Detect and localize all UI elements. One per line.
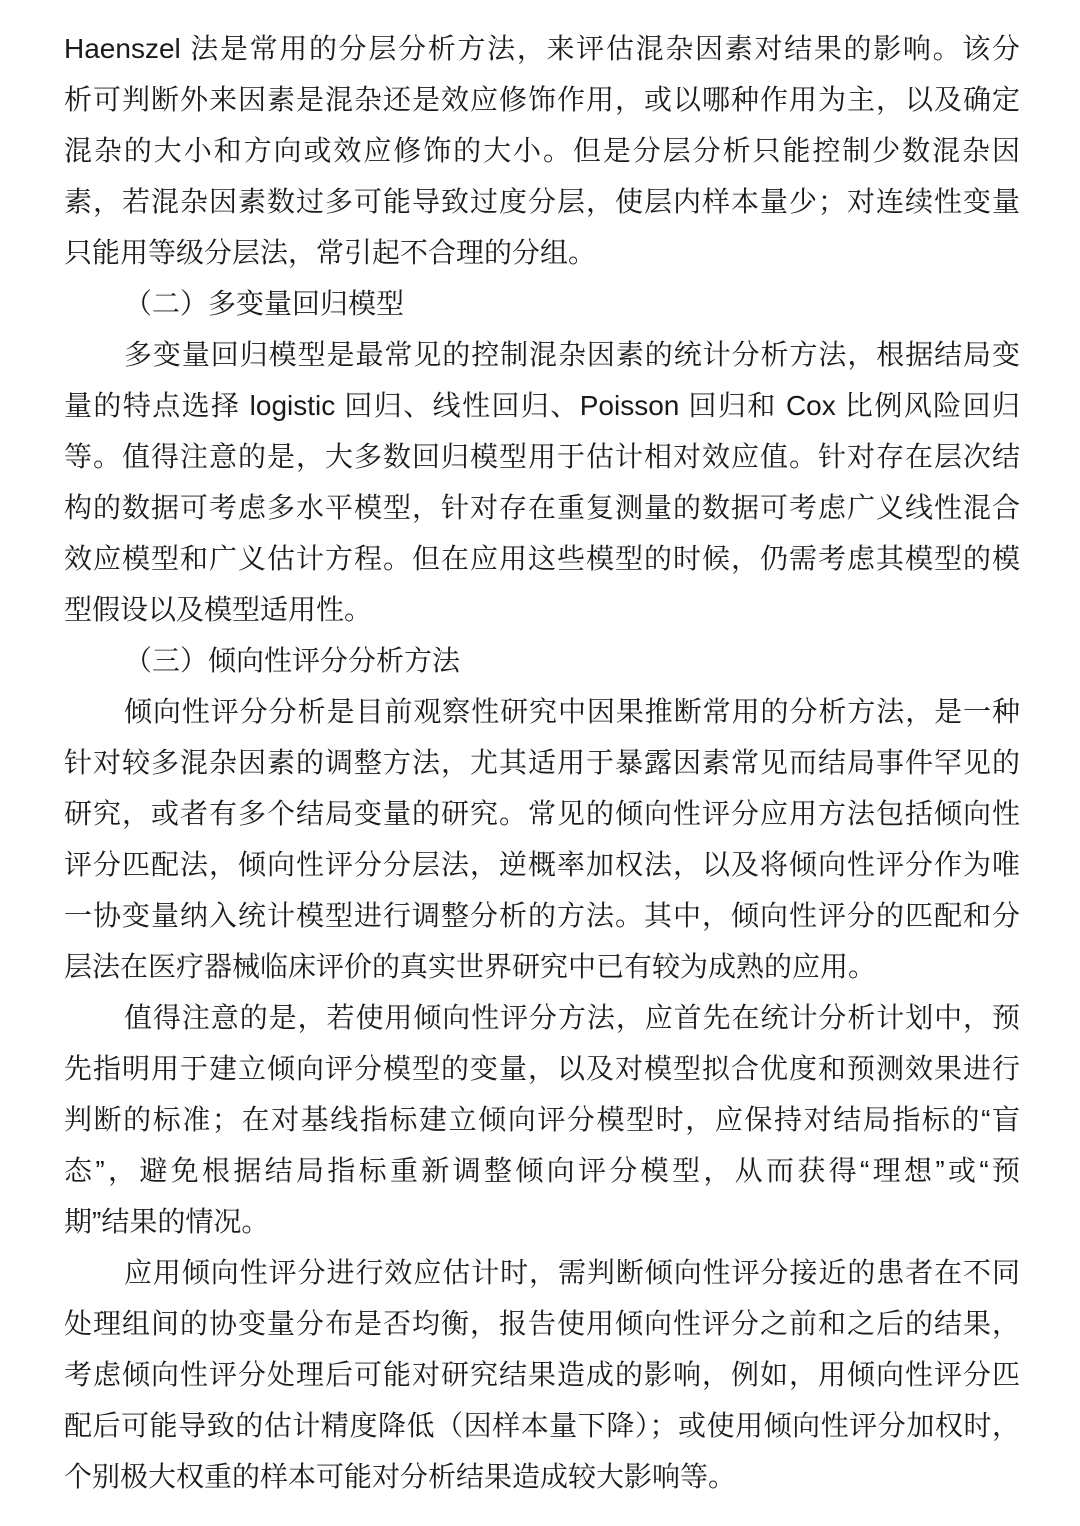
text-line: 倾向性评分分析是目前观察性研究中因果推断常用的分析方法，是一种 xyxy=(124,696,1020,727)
text-line: 期”结果的情况。 xyxy=(64,1206,270,1237)
paragraph xyxy=(64,686,1020,992)
text-line: 效应模型和广义估计方程。但在应用这些模型的时候，仍需考虑其模型的模 xyxy=(64,543,1020,574)
text-line: 判断的标准；在对基线指标建立倾向评分模型时，应保持对结局指标的“盲 xyxy=(64,1104,1020,1135)
paragraph xyxy=(64,23,1020,278)
text-line: 层法在医疗器械临床评价的真实世界研究中已有较为成熟的应用。 xyxy=(64,951,877,982)
paragraph xyxy=(64,992,1020,1247)
text-line: 只能用等级分层法，常引起不合理的分组。 xyxy=(64,237,597,268)
text-line: 研究，或者有多个结局变量的研究。常见的倾向性评分应用方法包括倾向性 xyxy=(64,798,1020,829)
paragraph xyxy=(64,1247,1020,1502)
text-line: 态”，避免根据结局指标重新调整倾向评分模型，从而获得“理想”或“预 xyxy=(64,1155,1020,1186)
text-line: 析可判断外来因素是混杂还是效应修饰作用，或以哪种作用为主，以及确定 xyxy=(64,84,1020,115)
text-line: Haenszel 法是常用的分层分析方法，来评估混杂因素对结果的影响。该分 xyxy=(64,33,1020,64)
heading-line: （三）倾向性评分分析方法 xyxy=(124,645,461,676)
text-line: 针对较多混杂因素的调整方法，尤其适用于暴露因素常见而结局事件罕见的 xyxy=(64,747,1020,778)
text-line: 混杂的大小和方向或效应修饰的大小。但是分层分析只能控制少数混杂因 xyxy=(64,135,1020,166)
paragraph xyxy=(64,329,1020,635)
section-heading xyxy=(64,635,1020,686)
text-line: 配后可能导致的估计精度降低（因样本量下降）；或使用倾向性评分加权时， xyxy=(64,1410,1020,1441)
text-line: 应用倾向性评分进行效应估计时，需判断倾向性评分接近的患者在不同 xyxy=(124,1257,1020,1288)
text-line: 型假设以及模型适用性。 xyxy=(64,594,373,625)
text-line: 评分匹配法，倾向性评分分层法，逆概率加权法，以及将倾向性评分作为唯 xyxy=(64,849,1020,880)
text-line: 量的特点选择 logistic 回归、线性回归、Poisson 回归和 Cox 比例风险回归 xyxy=(64,390,1020,421)
text-line: 先指明用于建立倾向评分模型的变量，以及对模型拟合优度和预测效果进行 xyxy=(64,1053,1020,1084)
text-line: 等。值得注意的是，大多数回归模型用于估计相对效应值。针对存在层次结 xyxy=(64,441,1020,472)
text-line: 个别极大权重的样本可能对分析结果造成较大影响等。 xyxy=(64,1461,737,1492)
text-line: 一协变量纳入统计模型进行调整分析的方法。其中，倾向性评分的匹配和分 xyxy=(64,900,1020,931)
heading-line: （二）多变量回归模型 xyxy=(124,288,405,319)
text-line: 构的数据可考虑多水平模型，针对存在重复测量的数据可考虑广义线性混合 xyxy=(64,492,1020,523)
text-line: 值得注意的是，若使用倾向性评分方法，应首先在统计分析计划中，预 xyxy=(124,1002,1020,1033)
text-line: 多变量回归模型是最常见的控制混杂因素的统计分析方法，根据结局变 xyxy=(124,339,1020,370)
text-line: 考虑倾向性评分处理后可能对研究结果造成的影响，例如，用倾向性评分匹 xyxy=(64,1359,1020,1390)
text-line: 素，若混杂因素数过多可能导致过度分层，使层内样本量少；对连续性变量 xyxy=(64,186,1020,217)
section-heading xyxy=(64,278,1020,329)
text-line: 处理组间的协变量分布是否均衡，报告使用倾向性评分之前和之后的结果， xyxy=(64,1308,1020,1339)
